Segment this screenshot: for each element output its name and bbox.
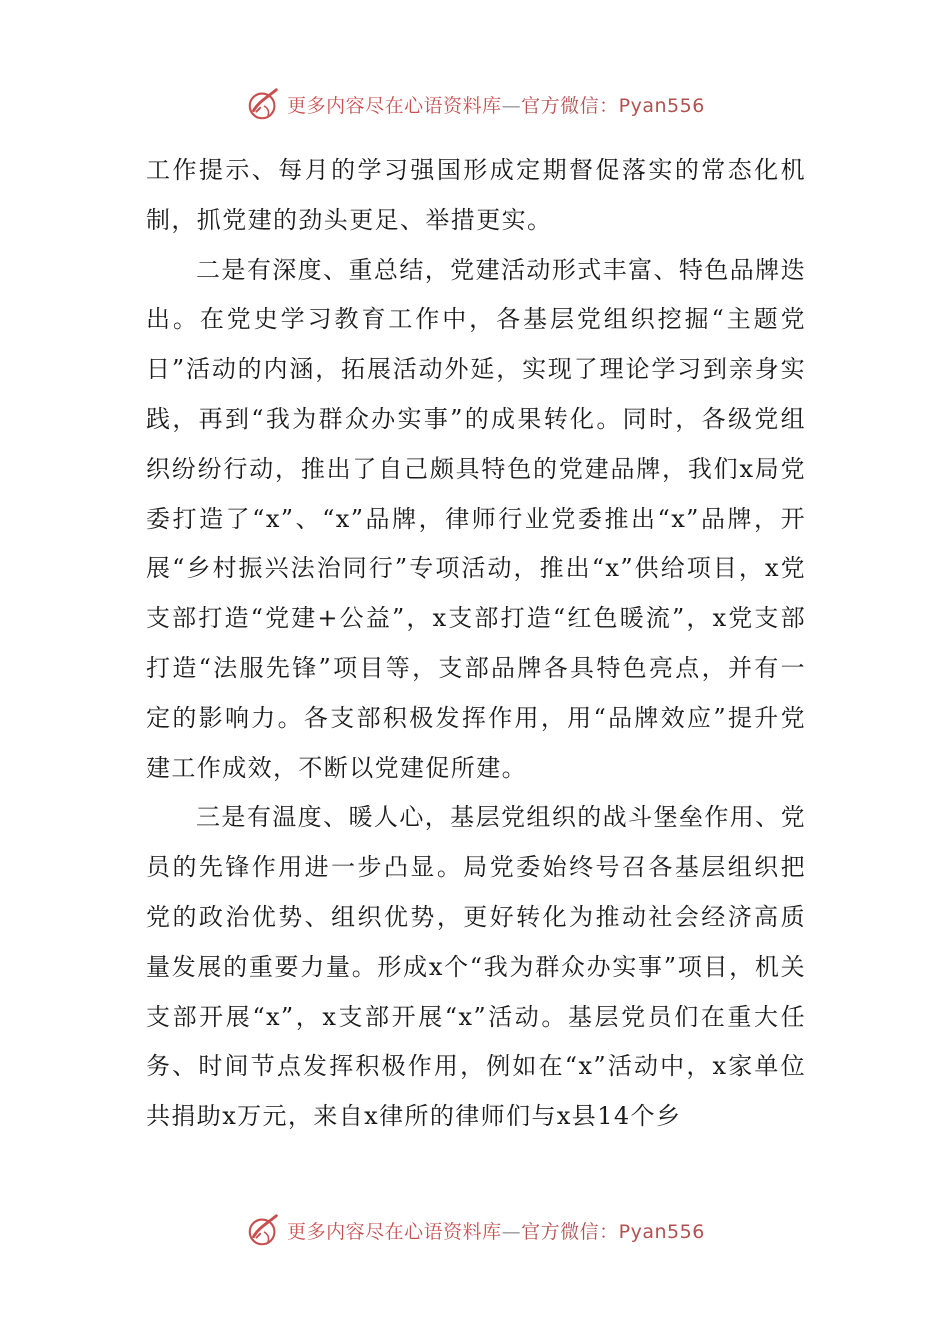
banner-dash: — bbox=[501, 1220, 522, 1243]
banner-main: 更多内容尽在心语资料库 bbox=[287, 1220, 502, 1243]
banner-wechat: 官方微信：Pyan556 bbox=[521, 1220, 705, 1243]
pen-seal-icon bbox=[245, 1211, 283, 1249]
paragraph-continued: 工作提示、每月的学习强国形成定期督促落实的常态化机制，抓党建的劲头更足、举措更实。 bbox=[146, 156, 806, 234]
banner-main: 更多内容尽在心语资料库 bbox=[287, 94, 502, 117]
paragraph-two: 二是有深度、重总结，党建活动形式丰富、特色品牌迭出。在党史学习教育工作中，各基层党组织挖掘“主题党日”活动的内涵，拓展活动外延，实现了理论学习到亲身实践，再到“我为群众办实事”的成果转化。同时，各级党组织纷纷行动，推出了自己颇具特色的党建品牌，我们x局党委打造了“x”、“x”品牌，律师行业党委推出“x”品牌，开展“乡村振兴法治同行”专项活动，推出“x”供给项目，x党支部打造“党建+公益”，x支部打造“红色暖流”，x党支部打造“法服先锋”项目等，支部品牌各具特色亮点，并有一定的影响力。各支部积极发挥作用，用“品牌效应”提升党建工作成效，不断以党建促所建。 bbox=[146, 255, 806, 782]
footer-banner bbox=[0, 1208, 950, 1252]
banner-dash: — bbox=[501, 94, 522, 117]
banner-text bbox=[287, 1217, 705, 1244]
banner-wechat: 官方微信：Pyan556 bbox=[521, 94, 705, 117]
document-body bbox=[146, 146, 806, 1142]
banner-text bbox=[287, 91, 705, 118]
header-banner bbox=[0, 82, 950, 126]
paragraph-three: 三是有温度、暖人心，基层党组织的战斗堡垒作用、党员的先锋作用进一步凸显。局党委始终号召各基层组织把党的政治优势、组织优势，更好转化为推动社会经济高质量发展的重要力量。形成x个“我为群众办实事”项目，机关支部开展“x”，x支部开展“x”活动。基层党员们在重大任务、时间节点发挥积极作用，例如在“x”活动中，x家单位共捐助x万元，来自x律所的律师们与x县14个乡 bbox=[146, 803, 806, 1131]
pen-seal-icon bbox=[245, 85, 283, 123]
